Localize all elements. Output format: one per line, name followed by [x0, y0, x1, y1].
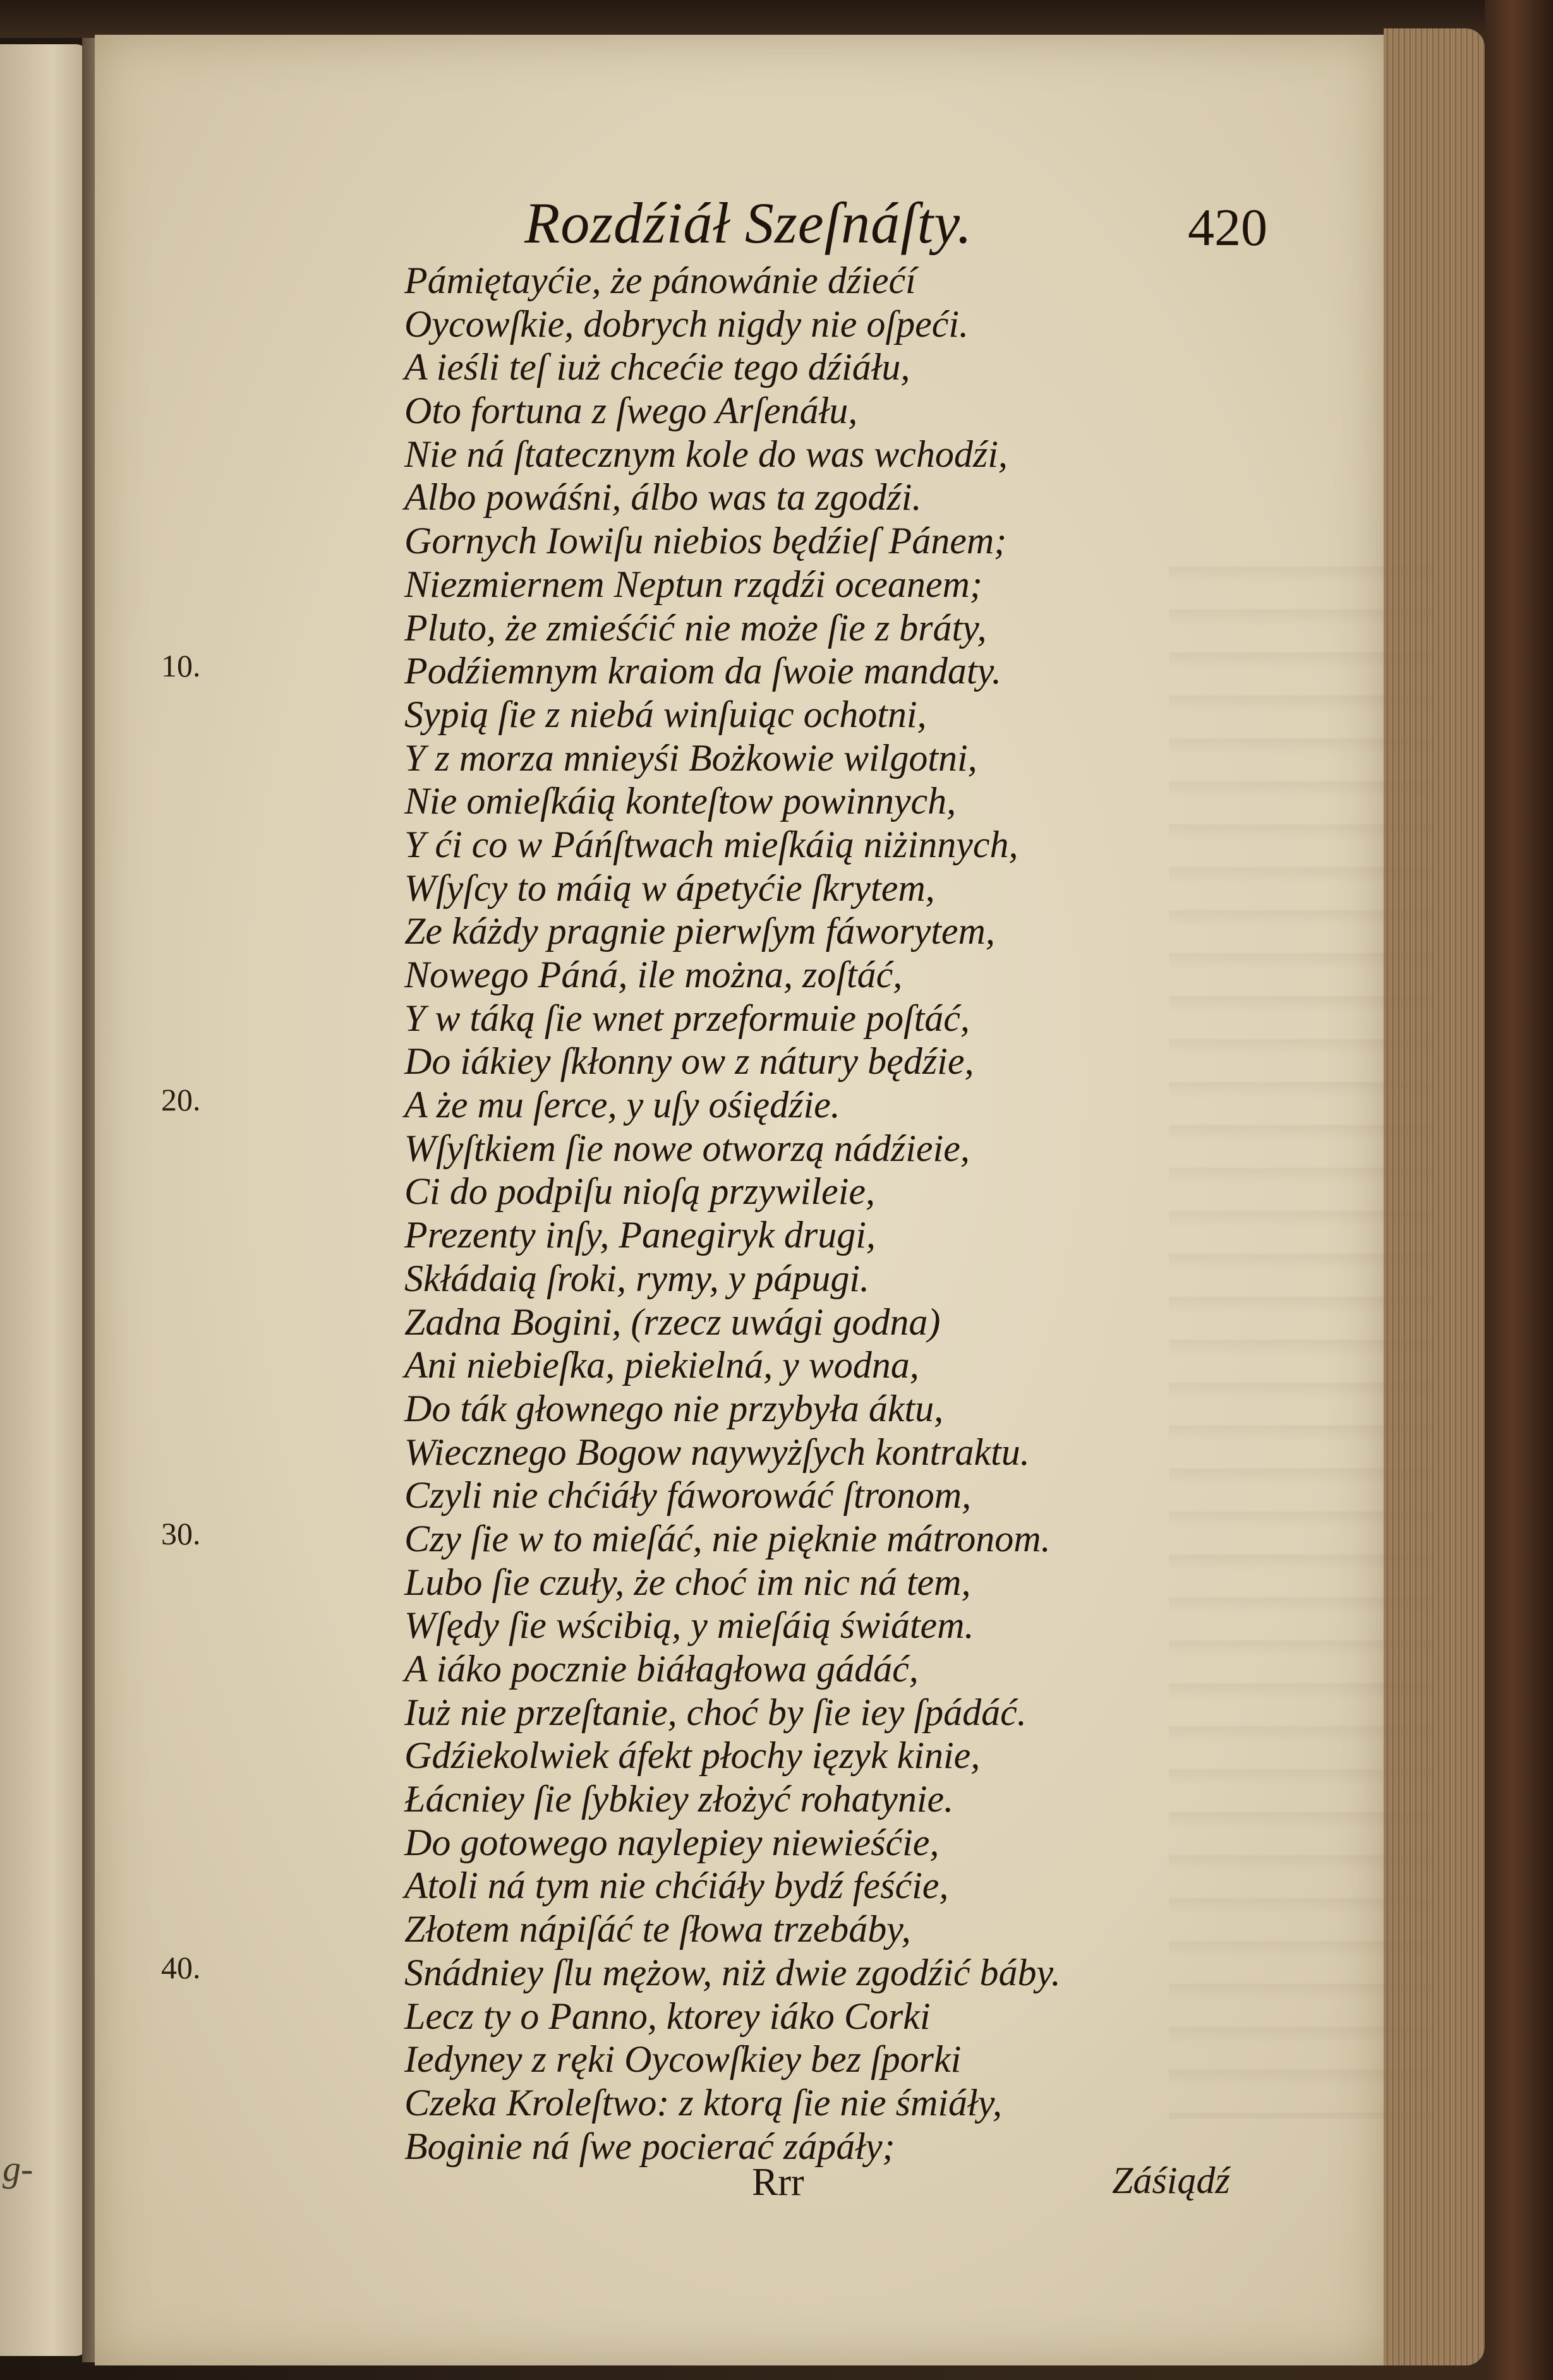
- verse-line: Prezenty inſy, Panegiryk drugi,: [404, 1214, 876, 1256]
- verse-line: Czyli nie chćiáły fáworowáć ſtronom,: [404, 1474, 972, 1517]
- verse-line: Niezmiernem Neptun rządźi oceanem;: [404, 563, 982, 605]
- verse-line: Do gotowego naylepiey niewieśćie,: [404, 1821, 940, 1863]
- verse-line: Skłádaią ſroki, rymy, y pápugi.: [404, 1257, 869, 1299]
- verse-text: [404, 259, 1061, 2168]
- ink-show-through: [1169, 540, 1434, 2119]
- verse-line: Nowego Páná, ile można, zoſtáć,: [404, 954, 903, 995]
- verse-line: Oycowſkie, dobrych nigdy nie oſpeći.: [404, 303, 969, 345]
- verse-line: Do ták głownego nie przybyła áktu,: [404, 1387, 944, 1429]
- verse-line: Wſyſcy to máią w ápetyćie ſkrytem,: [404, 867, 935, 909]
- verse-line: Gornych Iowiſu niebios będźieſ Pánem;: [404, 520, 1007, 562]
- verse-line: Y w táką ſie wnet przeformuie poſtáć,: [404, 997, 970, 1039]
- verse-line: A ieśli teſ iuż chcećie tego dźiáłu,: [404, 346, 910, 388]
- verse-line: Oto fortuna z ſwego Arſenáłu,: [404, 390, 858, 432]
- facing-page-fragment: [0, 44, 88, 2356]
- verse-line: Złotem nápiſáć te ſłowa trzebáby,: [404, 1908, 911, 1950]
- verse-line: Iedyney z ręki Oycowſkiey bez ſporki: [404, 2038, 962, 2081]
- verse-line: Do iákiey ſkłonny ow z nátury będźie,: [404, 1040, 974, 1083]
- verse-line: Ci do podpiſu nioſą przywileie,: [404, 1170, 875, 1213]
- verse-line: Gdźiekolwiek áfekt płochy ięzyk kinie,: [404, 1734, 981, 1777]
- verse-line: Wiecznego Bogow naywyżſych kontraktu.: [404, 1431, 1030, 1473]
- verse-line: Łácniey ſie ſybkiey złożyć rohatynie.: [404, 1778, 954, 1820]
- verse-line: Ze káżdy pragnie pierwſym fáworytem,: [404, 910, 995, 953]
- verse-line: Pluto, że zmieśćić nie może ſie z bráty,: [404, 606, 987, 649]
- page-number: 420: [1188, 198, 1267, 257]
- verse-line: A iáko pocznie biáłagłowa gádáć,: [404, 1648, 919, 1690]
- verse-line: A że mu ſerce, y uſy ośiędźie.: [404, 1084, 840, 1126]
- verse-line: Wſędy ſie wścibią, y mieſáią świátem.: [404, 1604, 974, 1647]
- verse-line: Nie omieſkáią konteſtow powinnych,: [404, 780, 957, 822]
- book-right-cover: [1485, 0, 1553, 2380]
- verse-line: Y z morza mnieyśi Bożkowie wilgotni,: [404, 736, 977, 779]
- verse-line: Albo powáśni, álbo was ta zgodźi.: [404, 476, 922, 519]
- verse-line: Lecz ty o Panno, ktorey iáko Corki: [404, 1995, 931, 2037]
- line-number-10: 10.: [161, 648, 201, 683]
- verse-line: Podźiemnym kraiom da ſwoie mandaty.: [404, 650, 1001, 692]
- verse-line: Atoli ná tym nie chćiáły bydź feśćie,: [404, 1865, 949, 1907]
- verse-line: Lubo ſie czuły, że choć im nic ná tem,: [404, 1561, 971, 1603]
- line-number-40: 40.: [161, 1950, 201, 1985]
- book-top-cover: [0, 0, 1553, 38]
- verse-line: Pámiętayćie, że pánowánie dźiećí: [404, 260, 916, 301]
- line-number-30: 30.: [161, 1516, 201, 1551]
- verse-line: Snádniey ſlu mężow, niż dwie zgodźić báby.: [404, 1951, 1061, 1993]
- verse-line: Nie ná ſtatecznym kole do was wchodźi,: [404, 433, 1008, 475]
- verse-line: Czy ſie w to mieſáć, nie pięknie mátronom.: [404, 1517, 1051, 1560]
- facing-page-text-fragment: g-: [3, 2148, 33, 2189]
- verse-line: Y ći co w Páńſtwach mieſkáią niżinnych,: [404, 823, 1018, 865]
- verse-line: Sypią ſie z niebá winſuiąc ochotni,: [404, 693, 927, 735]
- verse-line: Zadna Bogini, (rzecz uwági godna): [404, 1301, 941, 1343]
- signature-mark: Rrr: [752, 2161, 804, 2204]
- catchword: Záśiądź: [1112, 2160, 1230, 2201]
- verse-line: Wſyſtkiem ſie nowe otworzą nádźieie,: [404, 1127, 970, 1169]
- verse-line: Czeka Kroleſtwo: z ktorą ſie nie śmiáły,: [404, 2081, 1003, 2124]
- verse-line: Iuż nie przeſtanie, choć by ſie iey ſpádáć.: [404, 1691, 1027, 1733]
- running-title: Rozdźiáł Szeſnáſty.: [524, 191, 972, 255]
- verse-line: Ani niebieſka, piekielná, y wodna,: [404, 1344, 919, 1386]
- verse-line: Boginie ná ſwe pocierać zápáły;: [404, 2125, 895, 2167]
- line-number-20: 20.: [161, 1082, 201, 1117]
